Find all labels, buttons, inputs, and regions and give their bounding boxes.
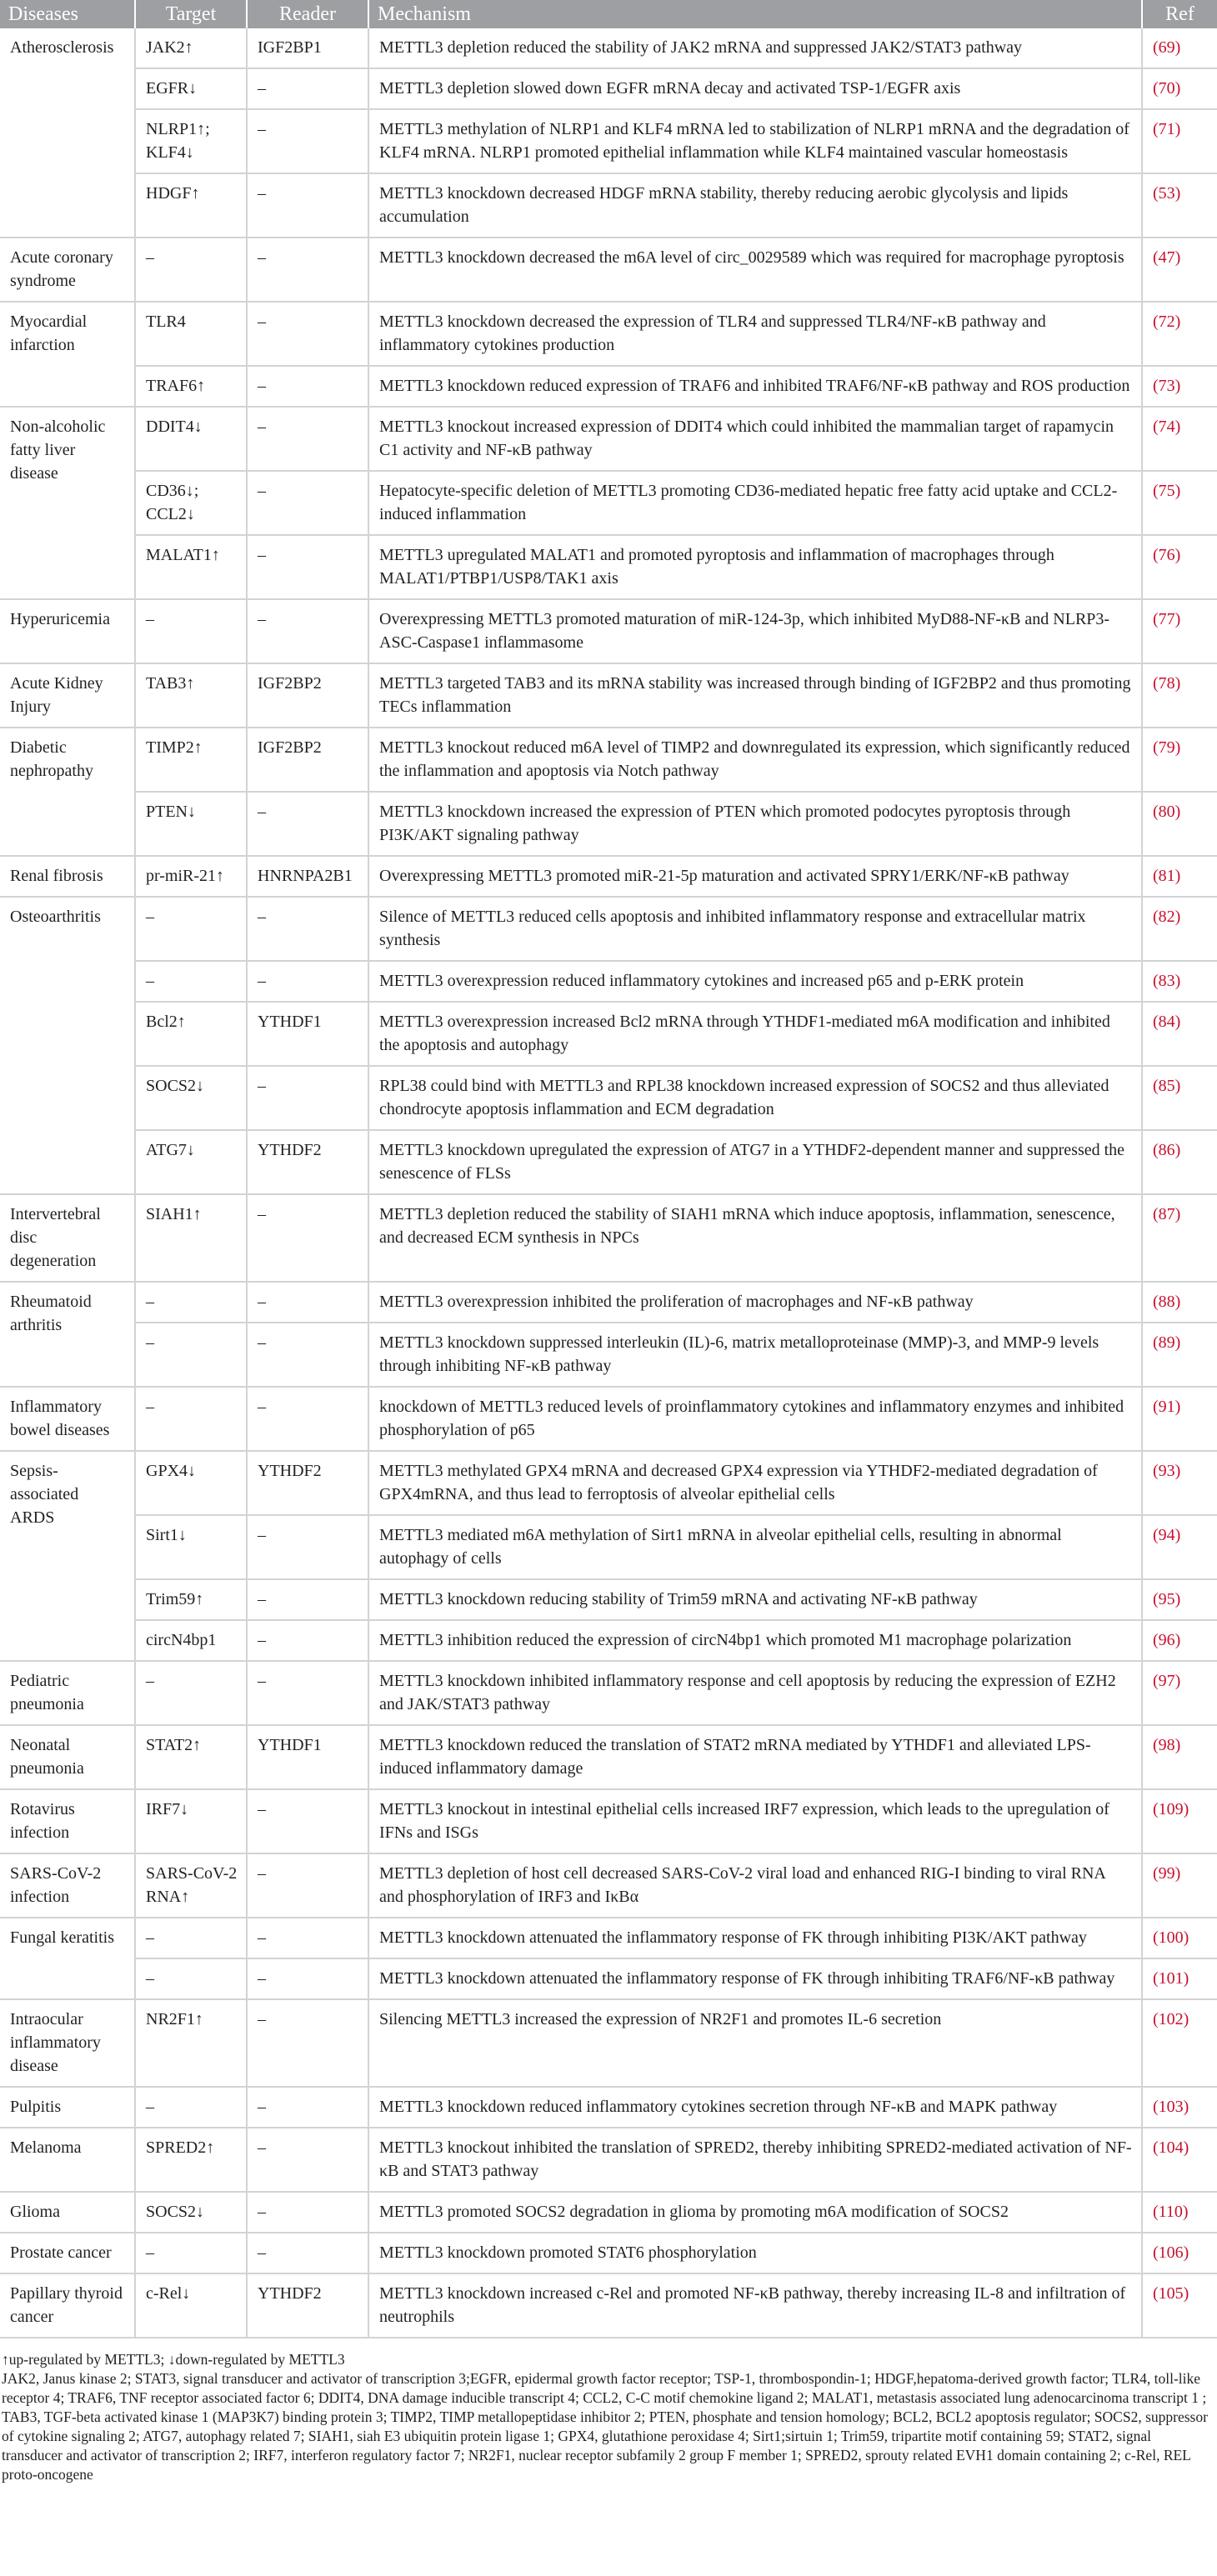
disease-cell: Non-alcoholic fatty liver disease <box>0 407 135 599</box>
reader-cell: – <box>247 961 368 1002</box>
mechanism-cell: METTL3 knockdown reduced the translation of STAT2 mRNA mediated by YTHDF1 and alleviated LPS-induced inflammatory damage <box>368 1725 1142 1789</box>
table-header <box>0 0 1217 28</box>
mechanism-cell: Silence of METTL3 reduced cells apoptosis and inhibited inflammatory response and extracellular matrix synthesis <box>368 897 1142 961</box>
mechanism-cell: METTL3 knockdown inhibited inflammatory response and cell apoptosis by reducing the expression of EZH2 and JAK/STAT3 pathway <box>368 1661 1142 1725</box>
target-cell: – <box>135 1387 247 1451</box>
mechanism-cell: METTL3 knockdown decreased the m6A level of circ_0029589 which was required for macrophage pyroptosis <box>368 238 1142 302</box>
target-cell: – <box>135 961 247 1002</box>
table-row <box>0 2233 1217 2273</box>
table-row <box>0 1579 1217 1620</box>
footnote-abbreviations: JAK2, Janus kinase 2; STAT3, signal transducer and activator of transcription 3;EGFR, epidermal growth factor receptor; TSP-1, thrombospondin-1; HDGF,hepatoma-derived growth factor; TLR4, toll-like receptor 4; TRAF6, TNF receptor associated factor 6; DDIT4, DNA damage inducible transcript 4; CCL2, C-C motif chemokine ligand 2; MALAT1, metastasis associated lung adenocarcinoma transcript 1 ; TAB3, TGF-beta activated kinase 1 (MAP3K7) binding protein 3; TIMP2, TIMP metallopeptidase inhibitor 2; PTEN, phosphate and tension homology; BCL2, BCL2 apoptosis regulator; SOCS2, suppressor of cytokine signaling 2; ATG7, autophagy related 7; SIAH1, siah E3 ubiquitin protein ligase 1; GPX4, glutathione peroxidase 4; Sirt1;sirtuin 1; Trim59, tripartite motif containing 59; STAT2, signal transducer and activator of transcription 2; IRF7, interferon regulatory factor 7; NR2F1, nuclear receptor subfamily 2 group F member 1; SPRED2, sprouty related EVH1 domain containing 2; c-Rel, REL proto-oncogene <box>2 2370 1208 2483</box>
mechanism-cell: METTL3 methylation of NLRP1 and KLF4 mRNA led to stabilization of NLRP1 mRNA and the degradation of KLF4 mRNA. NLRP1 promoted epithelial inflammation while KLF4 maintained vascular homeostasis <box>368 109 1142 173</box>
mechanism-cell: METTL3 knockout in intestinal epithelial cells increased IRF7 expression, which leads to the upregulation of IFNs and ISGs <box>368 1789 1142 1853</box>
table-row <box>0 599 1217 663</box>
reader-cell: – <box>247 366 368 407</box>
table-row <box>0 1323 1217 1387</box>
target-cell: TIMP2↑ <box>135 728 247 792</box>
mechanism-cell: METTL3 knockdown upregulated the expression of ATG7 in a YTHDF2-dependent manner and suppressed the senescence of FLSs <box>368 1130 1142 1194</box>
table-row <box>0 2128 1217 2192</box>
disease-cell: Neonatal pneumonia <box>0 1725 135 1789</box>
mechanism-cell: METTL3 promoted SOCS2 degradation in glioma by promoting m6A modification of SOCS2 <box>368 2192 1142 2233</box>
reader-cell: – <box>247 302 368 366</box>
table-row <box>0 2273 1217 2338</box>
footnote-legend: ↑up-regulated by METTL3; ↓down-regulated by METTL3 <box>2 2351 345 2368</box>
reader-cell: – <box>247 173 368 238</box>
mechanism-cell: METTL3 knockdown decreased the expression of TLR4 and suppressed TLR4/NF-κB pathway and inflammatory cytokines production <box>368 302 1142 366</box>
ref-cell[interactable]: (72) <box>1142 302 1217 366</box>
table-row <box>0 238 1217 302</box>
mechanism-cell: Overexpressing METTL3 promoted maturation of miR-124-3p, which inhibited MyD88-NF-κB and NLRP3-ASC-Caspase1 inflammasome <box>368 599 1142 663</box>
target-cell: TLR4 <box>135 302 247 366</box>
ref-cell[interactable]: (84) <box>1142 1002 1217 1066</box>
ref-cell[interactable]: (83) <box>1142 961 1217 1002</box>
mechanism-cell: METTL3 overexpression inhibited the proliferation of macrophages and NF-κB pathway <box>368 1282 1142 1323</box>
mechanism-cell: METTL3 mediated m6A methylation of Sirt1 mRNA in alveolar epithelial cells, resulting in abnormal autophagy of cells <box>368 1515 1142 1579</box>
disease-cell: Osteoarthritis <box>0 897 135 1194</box>
ref-cell[interactable]: (97) <box>1142 1661 1217 1725</box>
reader-cell: IGF2BP2 <box>247 728 368 792</box>
target-cell: – <box>135 897 247 961</box>
disease-cell: Prostate cancer <box>0 2233 135 2273</box>
reader-cell: HNRNPA2B1 <box>247 856 368 897</box>
target-cell: SOCS2↓ <box>135 1066 247 1130</box>
reader-cell: IGF2BP1 <box>247 28 368 68</box>
table-row <box>0 1999 1217 2087</box>
disease-cell: Pediatric pneumonia <box>0 1661 135 1725</box>
table-row <box>0 856 1217 897</box>
ref-cell[interactable]: (106) <box>1142 2233 1217 2273</box>
table-row <box>0 1789 1217 1853</box>
disease-cell: Renal fibrosis <box>0 856 135 897</box>
mechanism-cell: METTL3 depletion slowed down EGFR mRNA decay and activated TSP-1/EGFR axis <box>368 68 1142 109</box>
table-row <box>0 1066 1217 1130</box>
disease-cell: Rheumatoid arthritis <box>0 1282 135 1387</box>
table-row <box>0 663 1217 728</box>
table-row <box>0 728 1217 792</box>
mechanism-cell: Hepatocyte-specific deletion of METTL3 promoting CD36-mediated hepatic free fatty acid uptake and CCL2-induced inflammation <box>368 471 1142 535</box>
table-row <box>0 1918 1217 1958</box>
disease-cell: Inflammatory bowel diseases <box>0 1387 135 1451</box>
mechanism-cell: METTL3 knockdown reducing stability of Trim59 mRNA and activating NF-κB pathway <box>368 1579 1142 1620</box>
target-cell: PTEN↓ <box>135 792 247 856</box>
reader-cell: – <box>247 897 368 961</box>
reader-cell: – <box>247 1958 368 1999</box>
mechanism-cell: RPL38 could bind with METTL3 and RPL38 knockdown increased expression of SOCS2 and thus alleviated chondrocyte apoptosis inflammation and ECM degradation <box>368 1066 1142 1130</box>
target-cell: pr-miR-21↑ <box>135 856 247 897</box>
disease-cell: Melanoma <box>0 2128 135 2192</box>
mechanism-cell: Overexpressing METTL3 promoted miR-21-5p maturation and activated SPRY1/ERK/NF-κB pathway <box>368 856 1142 897</box>
table-row <box>0 302 1217 366</box>
table-row <box>0 173 1217 238</box>
ref-cell[interactable]: (88) <box>1142 1282 1217 1323</box>
target-cell: – <box>135 599 247 663</box>
disease-cell: Pulpitis <box>0 2087 135 2128</box>
mechanism-cell: METTL3 overexpression reduced inflammatory cytokines and increased p65 and p-ERK protein <box>368 961 1142 1002</box>
mechanism-cell: METTL3 upregulated MALAT1 and promoted pyroptosis and inflammation of macrophages through MALAT1/PTBP1/USP8/TAK1 axis <box>368 535 1142 599</box>
ref-cell[interactable]: (105) <box>1142 2273 1217 2338</box>
mechanism-cell: METTL3 knockout inhibited the translation of SPRED2, thereby inhibiting SPRED2-mediated activation of NF- κB and STAT3 pathway <box>368 2128 1142 2192</box>
reader-cell: YTHDF2 <box>247 1130 368 1194</box>
ref-cell[interactable]: (70) <box>1142 68 1217 109</box>
target-cell: EGFR↓ <box>135 68 247 109</box>
ref-cell[interactable]: (104) <box>1142 2128 1217 2192</box>
disease-cell: Intraocular inflammatory disease <box>0 1999 135 2087</box>
reader-cell: – <box>247 68 368 109</box>
disease-cell: Diabetic nephropathy <box>0 728 135 856</box>
table-row <box>0 1130 1217 1194</box>
table-row <box>0 407 1217 471</box>
mechanism-cell: METTL3 knockdown attenuated the inflammatory response of FK through inhibiting TRAF6/NF-κB pathway <box>368 1958 1142 1999</box>
table-row <box>0 1958 1217 1999</box>
ref-cell[interactable]: (47) <box>1142 238 1217 302</box>
target-cell: Trim59↑ <box>135 1579 247 1620</box>
ref-cell[interactable]: (109) <box>1142 1789 1217 1853</box>
ref-cell[interactable]: (85) <box>1142 1066 1217 1130</box>
target-cell: c-Rel↓ <box>135 2273 247 2338</box>
reader-cell: YTHDF2 <box>247 2273 368 2338</box>
header-mechanism: Mechanism <box>368 0 1142 28</box>
ref-cell[interactable]: (96) <box>1142 1620 1217 1661</box>
ref-cell[interactable]: (82) <box>1142 897 1217 961</box>
reader-cell: – <box>247 2087 368 2128</box>
header-reader: Reader <box>247 0 368 28</box>
target-cell: TAB3↑ <box>135 663 247 728</box>
reader-cell: – <box>247 1789 368 1853</box>
reader-cell: – <box>247 1661 368 1725</box>
target-cell: DDIT4↓ <box>135 407 247 471</box>
reader-cell: – <box>247 792 368 856</box>
table-row <box>0 535 1217 599</box>
header-diseases: Diseases <box>0 0 135 28</box>
mechanism-cell: METTL3 knockout increased expression of DDIT4 which could inhibited the mammalian target of rapamycin C1 activity and NF-κB pathway <box>368 407 1142 471</box>
ref-cell[interactable]: (101) <box>1142 1958 1217 1999</box>
disease-cell: Myocardial infarction <box>0 302 135 407</box>
ref-cell[interactable]: (110) <box>1142 2192 1217 2233</box>
ref-cell[interactable]: (89) <box>1142 1323 1217 1387</box>
reader-cell: – <box>247 1282 368 1323</box>
mechanism-cell: METTL3 knockdown increased the expression of PTEN which promoted podocytes pyroptosis through PI3K/AKT signaling pathway <box>368 792 1142 856</box>
table-row <box>0 2192 1217 2233</box>
target-cell: Bcl2↑ <box>135 1002 247 1066</box>
target-cell: NLRP1↑; KLF4↓ <box>135 109 247 173</box>
ref-cell[interactable]: (91) <box>1142 1387 1217 1451</box>
mechanism-cell: METTL3 knockdown suppressed interleukin (IL)-6, matrix metalloproteinase (MMP)-3, and MMP-9 levels through inhibiting NF-κB pathway <box>368 1323 1142 1387</box>
header-row <box>0 0 1217 28</box>
table-row <box>0 366 1217 407</box>
target-cell: ATG7↓ <box>135 1130 247 1194</box>
mechanism-cell: METTL3 knockdown reduced inflammatory cytokines secretion through NF-κB and MAPK pathway <box>368 2087 1142 2128</box>
ref-cell[interactable]: (100) <box>1142 1918 1217 1958</box>
table-row <box>0 1725 1217 1789</box>
table-row <box>0 1451 1217 1515</box>
reader-cell: – <box>247 1323 368 1387</box>
mechanism-cell: METTL3 methylated GPX4 mRNA and decreased GPX4 expression via YTHDF2-mediated degradation of GPX4mRNA, and thus lead to ferroptosis of alveolar epithelial cells <box>368 1451 1142 1515</box>
disease-cell: Acute coronary syndrome <box>0 238 135 302</box>
ref-cell[interactable]: (87) <box>1142 1194 1217 1282</box>
target-cell: – <box>135 1918 247 1958</box>
target-cell: SARS-CoV-2 RNA↑ <box>135 1853 247 1918</box>
reader-cell: YTHDF1 <box>247 1002 368 1066</box>
mechanism-cell: METTL3 depletion reduced the stability of JAK2 mRNA and suppressed JAK2/STAT3 pathway <box>368 28 1142 68</box>
reader-cell: – <box>247 2128 368 2192</box>
disease-cell: Acute Kidney Injury <box>0 663 135 728</box>
ref-cell[interactable]: (79) <box>1142 728 1217 792</box>
reader-cell: – <box>247 1999 368 2087</box>
target-cell: – <box>135 238 247 302</box>
target-cell: MALAT1↑ <box>135 535 247 599</box>
table-row <box>0 961 1217 1002</box>
ref-cell[interactable]: (86) <box>1142 1130 1217 1194</box>
mechanism-cell: METTL3 overexpression increased Bcl2 mRNA through YTHDF1-mediated m6A modification and inhibited the apoptosis and autophagy <box>368 1002 1142 1066</box>
ref-cell[interactable]: (99) <box>1142 1853 1217 1918</box>
target-cell: HDGF↑ <box>135 173 247 238</box>
disease-cell: SARS-CoV-2 infection <box>0 1853 135 1918</box>
target-cell: – <box>135 1958 247 1999</box>
mechanism-cell: METTL3 knockout reduced m6A level of TIMP2 and downregulated its expression, which significantly reduced the inflammation and apoptosis via Notch pathway <box>368 728 1142 792</box>
target-cell: Sirt1↓ <box>135 1515 247 1579</box>
disease-cell: Fungal keratitis <box>0 1918 135 1999</box>
ref-cell[interactable]: (81) <box>1142 856 1217 897</box>
table-row <box>0 471 1217 535</box>
reader-cell: – <box>247 238 368 302</box>
header-ref: Ref <box>1142 0 1217 28</box>
target-cell: NR2F1↑ <box>135 1999 247 2087</box>
table-row <box>0 1853 1217 1918</box>
target-cell: – <box>135 1282 247 1323</box>
target-cell: – <box>135 2087 247 2128</box>
mechanism-cell: METTL3 depletion of host cell decreased SARS-CoV-2 viral load and enhanced RIG-I binding to viral RNA and phosphorylation of IRF3 and IκBα <box>368 1853 1142 1918</box>
ref-cell[interactable]: (69) <box>1142 28 1217 68</box>
ref-cell[interactable]: (102) <box>1142 1999 1217 2087</box>
mechanism-cell: METTL3 knockdown promoted STAT6 phosphorylation <box>368 2233 1142 2273</box>
reader-cell: – <box>247 599 368 663</box>
reader-cell: – <box>247 109 368 173</box>
disease-cell: Hyperuricemia <box>0 599 135 663</box>
reader-cell: – <box>247 1918 368 1958</box>
mechanism-cell: Silencing METTL3 increased the expression of NR2F1 and promotes IL-6 secretion <box>368 1999 1142 2087</box>
target-cell: JAK2↑ <box>135 28 247 68</box>
mechanism-cell: METTL3 inhibition reduced the expression of circN4bp1 which promoted M1 macrophage polarization <box>368 1620 1142 1661</box>
ref-cell[interactable]: (95) <box>1142 1579 1217 1620</box>
disease-cell: Glioma <box>0 2192 135 2233</box>
ref-cell[interactable]: (103) <box>1142 2087 1217 2128</box>
target-cell: CD36↓; CCL2↓ <box>135 471 247 535</box>
ref-cell[interactable]: (80) <box>1142 792 1217 856</box>
target-cell: GPX4↓ <box>135 1451 247 1515</box>
ref-cell[interactable]: (75) <box>1142 471 1217 535</box>
target-cell: IRF7↓ <box>135 1789 247 1853</box>
reader-cell: – <box>247 2233 368 2273</box>
mechanism-cell: METTL3 targeted TAB3 and its mRNA stability was increased through binding of IGF2BP2 and thus promoting TECs inflammation <box>368 663 1142 728</box>
target-cell: STAT2↑ <box>135 1725 247 1789</box>
table-row <box>0 2087 1217 2128</box>
table-row <box>0 109 1217 173</box>
reader-cell: – <box>247 1515 368 1579</box>
ref-cell[interactable]: (77) <box>1142 599 1217 663</box>
disease-cell: Intervertebral disc degeneration <box>0 1194 135 1282</box>
reader-cell: – <box>247 1620 368 1661</box>
reader-cell: – <box>247 471 368 535</box>
target-cell: SOCS2↓ <box>135 2192 247 2233</box>
table-row <box>0 1387 1217 1451</box>
ref-cell[interactable]: (78) <box>1142 663 1217 728</box>
ref-cell[interactable]: (76) <box>1142 535 1217 599</box>
ref-cell[interactable]: (98) <box>1142 1725 1217 1789</box>
mechanism-cell: METTL3 knockdown attenuated the inflammatory response of FK through inhibiting PI3K/AKT pathway <box>368 1918 1142 1958</box>
table-row <box>0 1002 1217 1066</box>
reader-cell: – <box>247 2192 368 2233</box>
table-row <box>0 897 1217 961</box>
ref-cell[interactable]: (71) <box>1142 109 1217 173</box>
ref-cell[interactable]: (94) <box>1142 1515 1217 1579</box>
disease-cell: Rotavirus infection <box>0 1789 135 1853</box>
table-row <box>0 792 1217 856</box>
mechanism-cell: METTL3 knockdown reduced expression of TRAF6 and inhibited TRAF6/NF-κB pathway and ROS production <box>368 366 1142 407</box>
table-footnotes <box>0 2350 1217 2484</box>
reader-cell: – <box>247 1853 368 1918</box>
ref-cell[interactable]: (93) <box>1142 1451 1217 1515</box>
mechanism-cell: METTL3 knockdown decreased HDGF mRNA stability, thereby reducing aerobic glycolysis and lipids accumulation <box>368 173 1142 238</box>
disease-cell: Papillary thyroid cancer <box>0 2273 135 2338</box>
table-row <box>0 1620 1217 1661</box>
mechanism-cell: knockdown of METTL3 reduced levels of proinflammatory cytokines and inflammatory enzymes and inhibited phosphorylation of p65 <box>368 1387 1142 1451</box>
ref-cell[interactable]: (74) <box>1142 407 1217 471</box>
reader-cell: – <box>247 535 368 599</box>
reader-cell: YTHDF2 <box>247 1451 368 1515</box>
table-row <box>0 28 1217 68</box>
table-row <box>0 68 1217 109</box>
target-cell: TRAF6↑ <box>135 366 247 407</box>
reader-cell: – <box>247 407 368 471</box>
ref-cell[interactable]: (73) <box>1142 366 1217 407</box>
mechanism-cell: METTL3 knockdown increased c-Rel and promoted NF-κB pathway, thereby increasing IL-8 and infiltration of neutrophils <box>368 2273 1142 2338</box>
target-cell: – <box>135 1661 247 1725</box>
reader-cell: YTHDF1 <box>247 1725 368 1789</box>
table-row <box>0 1194 1217 1282</box>
reader-cell: – <box>247 1579 368 1620</box>
disease-cell: Sepsis-associated ARDS <box>0 1451 135 1661</box>
reader-cell: – <box>247 1194 368 1282</box>
table-row <box>0 1661 1217 1725</box>
target-cell: circN4bp1 <box>135 1620 247 1661</box>
reader-cell: – <box>247 1066 368 1130</box>
ref-cell[interactable]: (53) <box>1142 173 1217 238</box>
reader-cell: – <box>247 1387 368 1451</box>
reader-cell: IGF2BP2 <box>247 663 368 728</box>
table-row <box>0 1282 1217 1323</box>
mechanism-cell: METTL3 depletion reduced the stability of SIAH1 mRNA which induce apoptosis, inflammation, senescence, and decreased ECM synthesis in NPCs <box>368 1194 1142 1282</box>
table-body <box>0 28 1217 2338</box>
table-row <box>0 1515 1217 1579</box>
target-cell: SPRED2↑ <box>135 2128 247 2192</box>
target-cell: SIAH1↑ <box>135 1194 247 1282</box>
header-target: Target <box>135 0 247 28</box>
target-cell: – <box>135 1323 247 1387</box>
disease-cell: Atherosclerosis <box>0 28 135 238</box>
target-cell: – <box>135 2233 247 2273</box>
